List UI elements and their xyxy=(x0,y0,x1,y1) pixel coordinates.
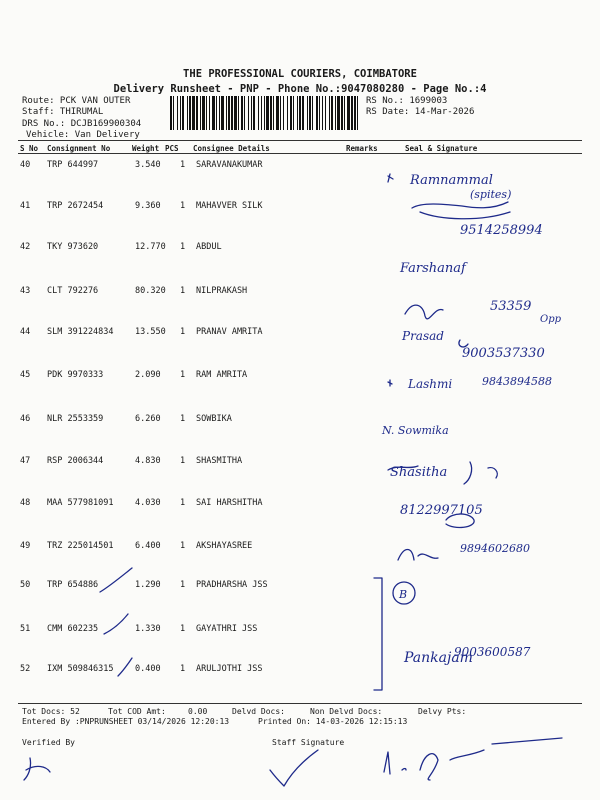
row-weight: 6.400 xyxy=(135,541,161,551)
row-consignee: GAYATHRI JSS xyxy=(196,624,258,634)
row-sno: 47 xyxy=(20,456,31,466)
ink-check-mark xyxy=(118,658,132,676)
row-pcs: 1 xyxy=(180,286,186,296)
hw-row50-mark: B xyxy=(399,588,408,601)
col-weight: Weight xyxy=(132,144,160,153)
col-seal-signature: Seal & Signature xyxy=(405,144,478,153)
row-consignment: NLR 2553359 xyxy=(47,414,104,424)
ink-staff-signature xyxy=(384,738,562,780)
row-sno: 51 xyxy=(20,624,31,634)
company-title: THE PROFESSIONAL COURIERS, COIMBATORE xyxy=(183,68,417,80)
row-consignment: MAA 577981091 xyxy=(47,498,114,508)
row-weight: 2.090 xyxy=(135,370,161,380)
row-weight: 4.030 xyxy=(135,498,161,508)
hw-row40-note: (spites) xyxy=(470,188,512,201)
row-pcs: 1 xyxy=(180,414,186,424)
row-weight: 12.770 xyxy=(135,242,166,252)
ink-tick-mark xyxy=(388,380,392,386)
row-consignee: SAI HARSHITHA xyxy=(196,498,263,508)
row-pcs: 1 xyxy=(180,370,186,380)
row-pcs: 1 xyxy=(180,456,186,466)
col-sno: S No xyxy=(20,144,39,153)
runsheet-subtitle: Delivery Runsheet - PNP - Phone No.:9047080280 - Page No.:4 xyxy=(113,83,487,95)
hw-row43-text: 53359 xyxy=(490,299,532,314)
row-consignment: CLT 792276 xyxy=(47,286,99,296)
row-consignment: TRP 644997 xyxy=(47,160,99,170)
ink-check-mark xyxy=(270,750,318,786)
hw-row42-name: Farshanaf xyxy=(400,261,466,276)
row-consignment: TRP 2672454 xyxy=(47,201,104,211)
row-weight: 80.320 xyxy=(135,286,166,296)
col-consignee: Consignee Details xyxy=(193,144,270,153)
row-sno: 46 xyxy=(20,414,31,424)
ink-signature-scribble xyxy=(405,305,443,319)
row-pcs: 1 xyxy=(180,201,186,211)
row-consignee: RAM AMRITA xyxy=(196,370,248,380)
row-consignee: PRADHARSHA JSS xyxy=(196,580,268,590)
hw-row48-phone: 8122997105 xyxy=(400,503,483,518)
row-consignee: SOWBIKA xyxy=(196,414,232,424)
row-sno: 40 xyxy=(20,160,31,170)
hw-row49-phone: 9894602680 xyxy=(460,542,530,555)
row-weight: 13.550 xyxy=(135,327,166,337)
row-pcs: 1 xyxy=(180,664,186,674)
row-sno: 52 xyxy=(20,664,31,674)
col-pcs: PCS xyxy=(165,144,179,153)
row-consignment: SLM 391224834 xyxy=(47,327,114,337)
row-sno: 41 xyxy=(20,201,31,211)
delivery-points: Delvy Pts: xyxy=(418,707,467,716)
hw-row44-name: Prasad xyxy=(402,329,444,343)
delivered-docs: Delvd Docs: xyxy=(232,707,285,716)
ink-check-mark xyxy=(104,614,128,634)
hw-row45-name: Lashmi xyxy=(408,377,453,391)
ink-check-mark xyxy=(100,568,132,592)
row-consignee: SARAVANAKUMAR xyxy=(196,160,263,170)
row-weight: 9.360 xyxy=(135,201,161,211)
row-weight: 1.290 xyxy=(135,580,161,590)
row-consignee: MAHAVVER SILK xyxy=(196,201,263,211)
printed-on: Printed On: 14-03-2026 12:15:13 xyxy=(258,717,408,726)
row-consignment: RSP 2006344 xyxy=(47,456,104,466)
entered-by: Entered By :PNPRUNSHEET 03/14/2026 12:20:13 xyxy=(22,717,230,726)
row-sno: 43 xyxy=(20,286,31,296)
row-sno: 44 xyxy=(20,327,31,337)
row-pcs: 1 xyxy=(180,541,186,551)
staff-label: Staff: THIRUMAL xyxy=(22,107,104,117)
hw-row46-name: N. Sowmika xyxy=(382,424,449,437)
hw-row44-phone: 9003537330 xyxy=(462,346,545,361)
total-cod-value: 0.00 xyxy=(188,707,208,716)
row-consignment: TRZ 225014501 xyxy=(47,541,114,551)
ink-bracket xyxy=(374,578,382,690)
row-sno: 42 xyxy=(20,242,31,252)
hw-row47-name: Shasitha xyxy=(390,465,448,480)
row-consignment: IXM 509846315 xyxy=(47,664,114,674)
row-consignee: ABDUL xyxy=(196,242,222,252)
route-label: Route: PCK VAN OUTER xyxy=(22,96,131,106)
row-pcs: 1 xyxy=(180,327,186,337)
col-remarks: Remarks xyxy=(346,144,378,153)
row-consignment: TKY 973620 xyxy=(47,242,99,252)
non-delivered-docs: Non Delvd Docs: xyxy=(310,707,383,716)
footer-rule xyxy=(18,703,582,704)
staff-signature-label: Staff Signature xyxy=(272,738,345,747)
drs-number: DRS No.: DCJB169900304 xyxy=(22,119,142,129)
ink-signature-scribble xyxy=(412,202,510,219)
row-weight: 6.260 xyxy=(135,414,161,424)
rs-date: RS Date: 14-Mar-2026 xyxy=(366,107,475,117)
col-consignment: Consignment No xyxy=(47,144,111,153)
row-sno: 48 xyxy=(20,498,31,508)
row-sno: 49 xyxy=(20,541,31,551)
ink-signature-scribble xyxy=(398,550,438,561)
total-docs: Tot Docs: 52 xyxy=(22,707,80,716)
row-consignee: AKSHAYASREE xyxy=(196,541,253,551)
ink-verified-signature xyxy=(24,758,50,780)
row-weight: 0.400 xyxy=(135,664,161,674)
verified-by-label: Verified By xyxy=(22,738,75,747)
hw-row43-note: Opp xyxy=(540,314,562,325)
ink-tick-mark xyxy=(388,174,393,182)
row-consignment: PDK 9970333 xyxy=(47,370,104,380)
hw-row51-name: Pankajam xyxy=(404,650,473,666)
hw-row40-name: Ramnammal xyxy=(410,173,493,188)
hw-row41-phone: 9514258994 xyxy=(460,223,543,238)
row-pcs: 1 xyxy=(180,160,186,170)
row-consignee: NILPRAKASH xyxy=(196,286,248,296)
hw-row51-phone: 9003600587 xyxy=(454,645,531,659)
row-pcs: 1 xyxy=(180,242,186,252)
hw-row45-phone: 9843894588 xyxy=(482,375,552,388)
row-sno: 50 xyxy=(20,580,31,590)
row-consignee: SHASMITHA xyxy=(196,456,243,466)
row-weight: 3.540 xyxy=(135,160,161,170)
row-consignee: ARULJOTHI JSS xyxy=(196,664,263,674)
row-weight: 1.330 xyxy=(135,624,161,634)
row-pcs: 1 xyxy=(180,624,186,634)
row-consignment: CMM 602235 xyxy=(47,624,99,634)
vehicle-label: Vehicle: Van Delivery xyxy=(26,130,140,140)
total-cod-label: Tot COD Amt: xyxy=(108,707,166,716)
row-pcs: 1 xyxy=(180,580,186,590)
row-consignment: TRP 654886 xyxy=(47,580,99,590)
row-sno: 45 xyxy=(20,370,31,380)
row-consignee: PRANAV AMRITA xyxy=(196,327,263,337)
row-weight: 4.830 xyxy=(135,456,161,466)
rs-number: RS No.: 1699003 xyxy=(366,96,448,106)
row-pcs: 1 xyxy=(180,498,186,508)
